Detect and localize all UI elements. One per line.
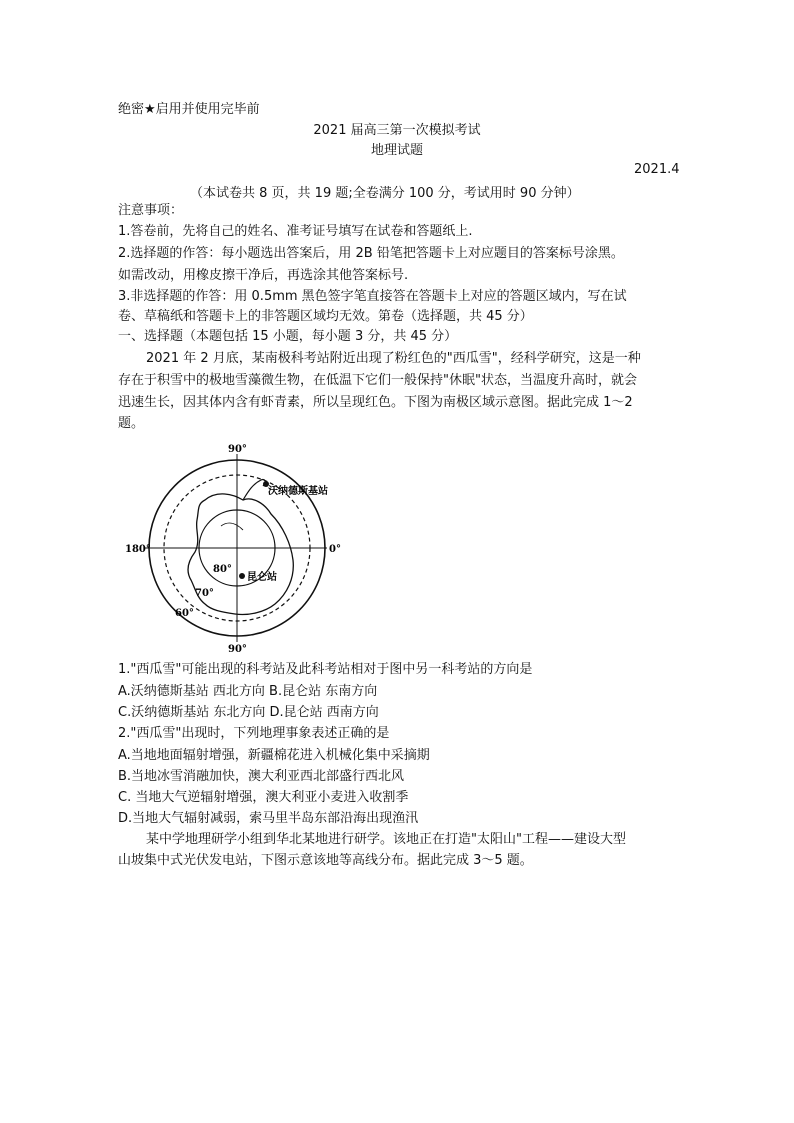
- q1-stem: 1."西瓜雪"可能出现的科考站及此科考站相对于图中另一科考站的方向是: [118, 662, 533, 677]
- subject-title: 地理试题: [370, 143, 423, 158]
- q2-option-a: A.当地地面辐射增强，新疆棉花进入机械化集中采摘期: [118, 748, 430, 763]
- label-180: 180°: [125, 544, 151, 555]
- q2-stem: 2."西瓜雪"出现时，下列地理事象表述正确的是: [118, 726, 390, 741]
- passage-line-1: 2021 年 2 月底，某南极科考站附近出现了粉红色的"西瓜雪"，经科学研究，这是一种: [146, 351, 641, 366]
- q2-option-c: C. 当地大气逆辐射增强，澳大利亚小麦进入收割季: [118, 790, 409, 805]
- section-title: 一、选择题（本题包括 15 小题，每小题 3 分，共 45 分）: [118, 329, 458, 344]
- passage2-line-2: 山坡集中式光伏发电站，下图示意该地等高线分布。据此完成 3～5 题。: [118, 853, 533, 868]
- passage-line-3: 迅速生长，因其体内含有虾青素，所以呈现红色。下图为南极区域示意图。据此完成 1～2: [118, 395, 633, 410]
- ice-shelf-line: [221, 523, 243, 530]
- exam-info: （本试卷共 8 页，共 19 题;全卷满分 100 分，考试用时 90 分钟）: [190, 186, 580, 201]
- label-station-vernadsky: 沃纳德斯基站: [268, 486, 328, 497]
- q2-option-b: B.当地冰雪消融加快，澳大利亚西北部盛行西北风: [118, 769, 405, 784]
- q2-option-d: D.当地大气辐射减弱，索马里半岛东部沿海出现渔汛: [118, 811, 419, 826]
- label-90-top: 90°: [228, 444, 247, 455]
- passage2-line-1: 某中学地理研学小组到华北某地进行研学。该地正在打造"太阳山"工程——建设大型: [146, 832, 626, 847]
- note-3: 3.非选择题的作答：用 0.5mm 黑色签字笔直接答在答题卡上对应的答题区域内，写在试: [118, 289, 627, 304]
- secret-label: 绝密★启用并使用完毕前: [118, 102, 260, 117]
- note-2: 2.选择题的作答：每小题选出答案后，用 2B 铅笔把答题卡上对应题目的答案标号涂黑。: [118, 246, 624, 261]
- passage-line-2: 存在于积雪中的极地雪藻微生物，在低温下它们一般保持"休眠"状态，当温度升高时，就会: [118, 373, 637, 388]
- note-2-cont: 如需改动，用橡皮擦干净后，再选涂其他答案标号.: [118, 268, 409, 283]
- label-90-bottom: 90°: [228, 644, 247, 653]
- exam-title: 2021 届高三第一次模拟考试: [313, 123, 481, 138]
- exam-date: 2021.4: [634, 162, 680, 177]
- station-kunlun-dot: [239, 573, 245, 579]
- label-80: 80°: [213, 564, 232, 575]
- label-station-kunlun: 昆仑站: [247, 572, 277, 583]
- passage-line-4: 题。: [118, 416, 145, 431]
- q1-options-cd: C.沃纳德斯基站 东北方向 D.昆仑站 西南方向: [118, 705, 379, 720]
- note-3-cont: 卷、草稿纸和答题卡上的非答题区域均无效。第卷（选择题，共 45 分）: [118, 309, 533, 324]
- label-70: 70°: [195, 588, 214, 599]
- antarctica-map: [125, 440, 350, 653]
- antarctic-peninsula: [243, 479, 265, 500]
- note-1: 1.答卷前，先将自己的姓名、准考证号填写在试卷和答题纸上.: [118, 224, 473, 239]
- label-60: 60°: [175, 608, 194, 619]
- q1-options-ab: A.沃纳德斯基站 西北方向 B.昆仑站 东南方向: [118, 684, 378, 699]
- notes-title: 注意事项：: [118, 203, 184, 218]
- label-0: 0°: [329, 544, 341, 555]
